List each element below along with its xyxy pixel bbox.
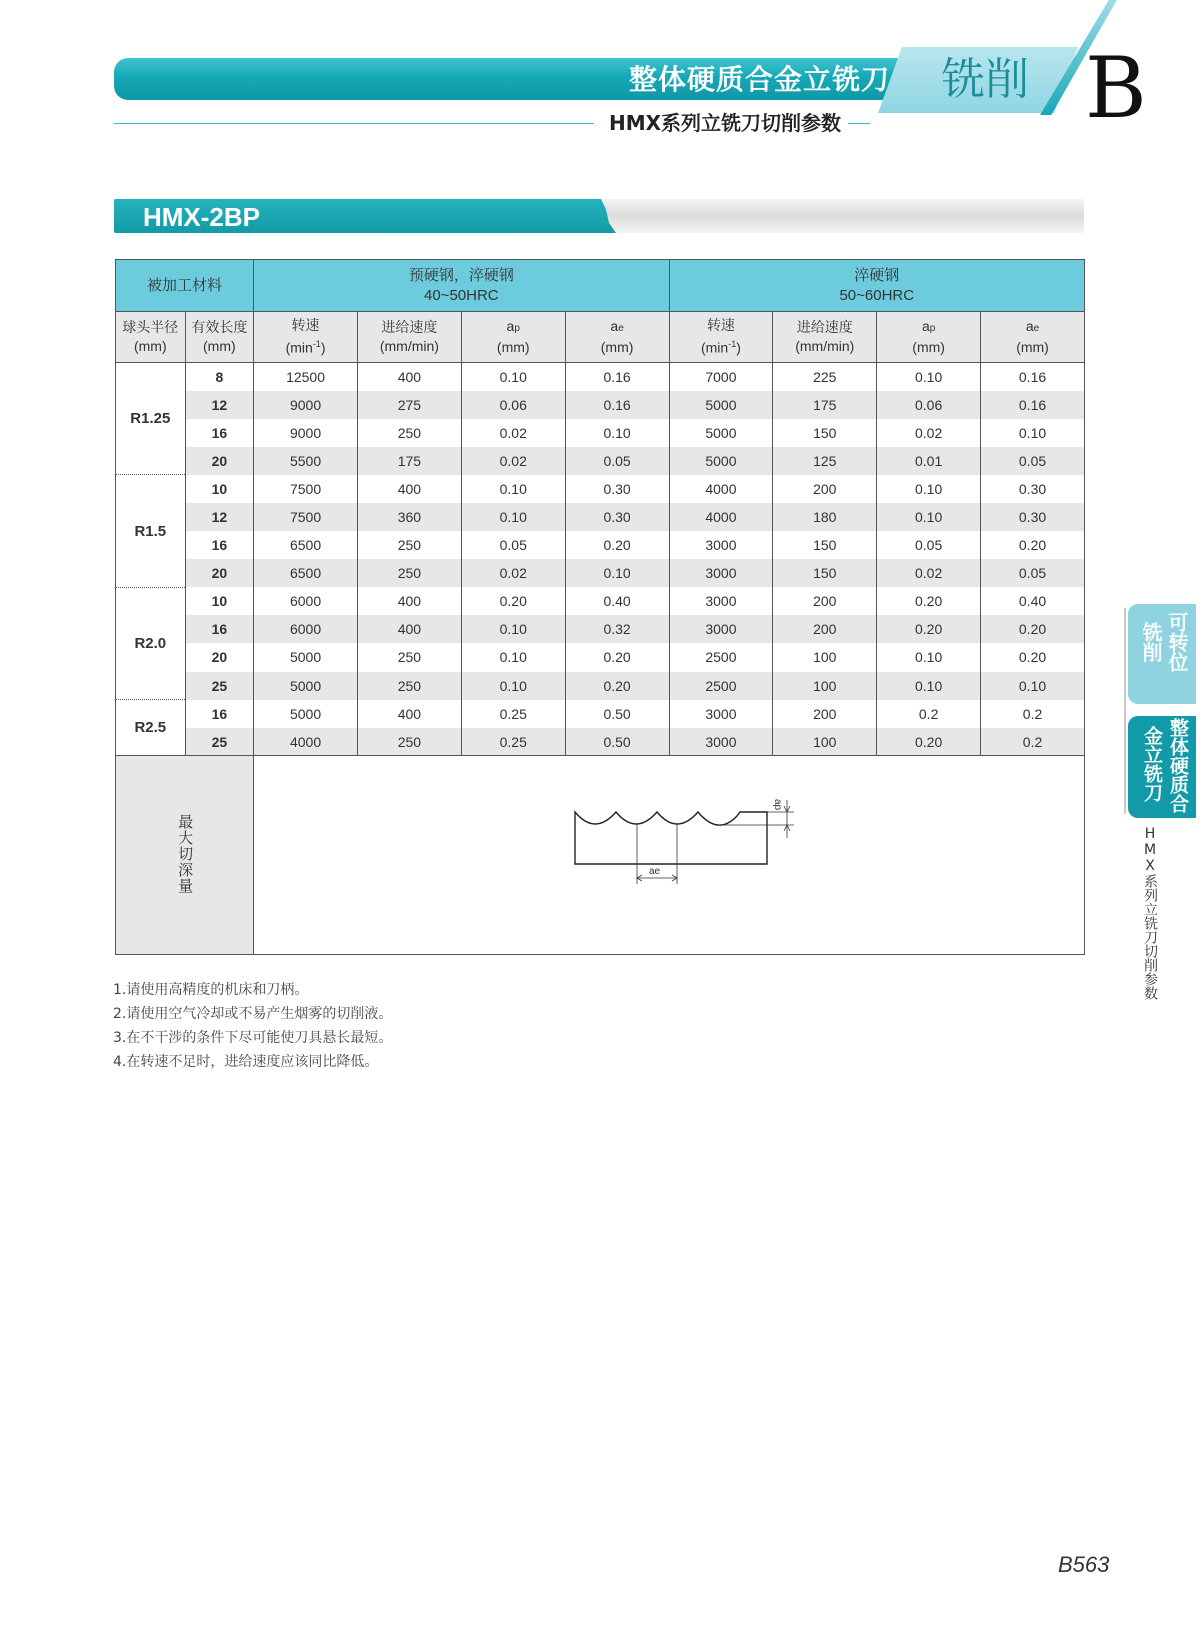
side-tab-label: 铣削	[1139, 622, 1163, 662]
group1-feed-cell: 400	[357, 700, 461, 728]
group2-feed-cell: 150	[773, 559, 877, 587]
length-cell: 16	[185, 615, 254, 643]
table-row	[116, 391, 1085, 419]
note-item: 1.请使用高精度的机床和刀柄。	[113, 982, 309, 998]
page-number: B563	[1058, 1552, 1110, 1577]
table-row	[116, 643, 1085, 671]
group-header-2	[669, 260, 1084, 312]
group2-feed-cell: 150	[773, 531, 877, 559]
group2-speed-cell: 3000	[669, 700, 773, 728]
side-tab-rail	[1124, 608, 1126, 814]
group1-speed-cell: 6500	[254, 531, 358, 559]
group2-ae-cell: 0.20	[981, 615, 1085, 643]
col-radius-unit: (mm)	[133, 338, 167, 354]
group1-ae-cell: 0.32	[565, 615, 669, 643]
col-ae-unit: (mm)	[1016, 339, 1049, 355]
table-row	[116, 728, 1085, 756]
usage-notes	[113, 978, 392, 1074]
group2-ap-cell: 0.06	[877, 391, 981, 419]
col-speed-label: 转速	[291, 317, 320, 334]
radius-cell: R1.25	[116, 363, 186, 475]
group1-ae-cell: 0.20	[565, 531, 669, 559]
group2-feed-cell: 225	[773, 363, 877, 391]
group-2-name: 淬硬钢	[854, 266, 900, 284]
col-feed	[773, 312, 877, 363]
group2-ap-cell: 0.01	[877, 447, 981, 475]
group2-speed-cell: 3000	[669, 559, 773, 587]
col-feed-label: 进给速度	[381, 319, 438, 335]
col-length-unit: (mm)	[203, 338, 236, 354]
length-cell: 16	[185, 700, 254, 728]
group2-ae-cell: 0.10	[981, 419, 1085, 447]
group1-ap-cell: 0.06	[461, 391, 565, 419]
col-length-label: 有效长度	[191, 319, 248, 335]
group-header-row	[116, 260, 1085, 312]
group2-speed-cell: 4000	[669, 503, 773, 531]
group1-ap-cell: 0.10	[461, 475, 565, 503]
group2-feed-cell: 200	[773, 700, 877, 728]
table-row	[116, 531, 1085, 559]
col-speed	[669, 312, 773, 363]
group1-ae-cell: 0.40	[565, 587, 669, 615]
table-row	[116, 419, 1085, 447]
radius-cell: R2.0	[116, 587, 186, 699]
group1-ap-cell: 0.10	[461, 503, 565, 531]
group2-ae-cell: 0.05	[981, 447, 1085, 475]
table-row	[116, 587, 1085, 615]
group1-feed-cell: 400	[357, 363, 461, 391]
length-cell: 25	[185, 728, 254, 756]
group1-speed-cell: 6000	[254, 615, 358, 643]
length-cell: 12	[185, 391, 254, 419]
cut-depth-diagram	[254, 756, 1084, 954]
section-tab-label: 铣削	[941, 54, 1029, 105]
group2-feed-cell: 100	[773, 728, 877, 756]
side-section-caption: HMX系列立铣刀切削参数	[1142, 826, 1158, 1000]
group2-speed-cell: 2500	[669, 643, 773, 671]
group2-speed-cell: 3000	[669, 615, 773, 643]
group1-speed-cell: 6000	[254, 587, 358, 615]
group2-feed-cell: 200	[773, 587, 877, 615]
group1-feed-cell: 275	[357, 391, 461, 419]
group2-speed-cell: 5000	[669, 419, 773, 447]
col-speed-unit: $(\min^{-1})$	[285, 339, 326, 356]
group1-ae-cell: 0.10	[565, 419, 669, 447]
table-row	[116, 559, 1085, 587]
table-body	[116, 363, 1085, 756]
length-cell: 16	[185, 419, 254, 447]
col-ae	[565, 312, 669, 363]
group2-ae-cell: 0.20	[981, 531, 1085, 559]
side-tab-label: 金立铣刀	[1141, 726, 1163, 802]
table-row	[116, 475, 1085, 503]
group1-feed-cell: 250	[357, 643, 461, 671]
col-ap-unit: (mm)	[912, 339, 945, 355]
group2-feed-cell: 200	[773, 615, 877, 643]
col-speed	[254, 312, 358, 363]
side-tab-solid-carbide-endmill[interactable]	[1128, 716, 1196, 818]
group1-speed-cell: 9000	[254, 391, 358, 419]
group2-speed-cell: 2500	[669, 672, 773, 700]
group1-ap-cell: 0.10	[461, 615, 565, 643]
col-speed-unit: $(\min^{-1})$	[700, 339, 741, 356]
col-radius-label: 球头半径	[122, 319, 179, 335]
col-radius	[116, 312, 186, 363]
svg-text:ap: ap	[772, 799, 784, 811]
table-row	[116, 700, 1085, 728]
table-row	[116, 615, 1085, 643]
header-title: 整体硬质合金立铣刀	[628, 63, 890, 96]
table-row	[116, 672, 1085, 700]
product-name: HMX-2BP	[143, 202, 261, 232]
group2-feed-cell: 175	[773, 391, 877, 419]
group1-ap-cell: 0.02	[461, 559, 565, 587]
group2-speed-cell: 7000	[669, 363, 773, 391]
group1-speed-cell: 4000	[254, 728, 358, 756]
col-ae-unit: (mm)	[600, 339, 634, 355]
diagram-row	[116, 756, 1085, 955]
note-item: 4.在转速不足时，进给速度应该同比降低。	[113, 1054, 379, 1070]
group1-ae-cell: 0.20	[565, 672, 669, 700]
length-cell: 10	[185, 475, 254, 503]
group2-ae-cell: 0.20	[981, 643, 1085, 671]
group2-ae-cell: 0.30	[981, 503, 1085, 531]
col-ae-label: ae	[610, 318, 624, 334]
group2-ap-cell: 0.10	[877, 363, 981, 391]
group1-feed-cell: 250	[357, 728, 461, 756]
group2-feed-cell: 200	[773, 475, 877, 503]
group1-ae-cell: 0.16	[565, 363, 669, 391]
group2-ae-cell: 0.30	[981, 475, 1085, 503]
group2-ap-cell: 0.05	[877, 531, 981, 559]
length-cell: 20	[185, 559, 254, 587]
group1-speed-cell: 5000	[254, 700, 358, 728]
group2-ae-cell: 0.2	[981, 728, 1085, 756]
group1-ae-cell: 0.05	[565, 447, 669, 475]
ball-nose-cut-profile-icon	[572, 796, 802, 906]
side-tab-label: 可转位	[1165, 612, 1189, 672]
group1-speed-cell: 5000	[254, 643, 358, 671]
group2-feed-cell: 150	[773, 419, 877, 447]
group2-ae-cell: 0.10	[981, 672, 1085, 700]
header-rule	[114, 123, 594, 124]
group2-speed-cell: 3000	[669, 728, 773, 756]
col-feed	[357, 312, 461, 363]
group1-ap-cell: 0.10	[461, 672, 565, 700]
group1-ap-cell: 0.25	[461, 728, 565, 756]
group1-feed-cell: 400	[357, 587, 461, 615]
group1-ae-cell: 0.30	[565, 503, 669, 531]
group2-ap-cell: 0.20	[877, 728, 981, 756]
group1-speed-cell: 9000	[254, 419, 358, 447]
group1-ap-cell: 0.02	[461, 419, 565, 447]
group1-ap-cell: 0.25	[461, 700, 565, 728]
diagram-label: 最大切深量	[176, 813, 194, 894]
length-cell: 12	[185, 503, 254, 531]
material-label: 被加工材料	[116, 260, 254, 312]
group2-ap-cell: 0.20	[877, 587, 981, 615]
group1-ap-cell: 0.02	[461, 447, 565, 475]
table-row	[116, 363, 1085, 391]
col-ap	[461, 312, 565, 363]
group1-ap-cell: 0.20	[461, 587, 565, 615]
cutting-parameters-table	[115, 259, 1085, 955]
length-cell: 16	[185, 531, 254, 559]
group2-speed-cell: 4000	[669, 475, 773, 503]
radius-cell: R1.5	[116, 475, 186, 587]
group2-feed-cell: 100	[773, 672, 877, 700]
col-feed-unit: (mm/min)	[795, 338, 855, 354]
group1-ap-cell: 0.10	[461, 363, 565, 391]
group2-ap-cell: 0.2	[877, 700, 981, 728]
group1-speed-cell: 6500	[254, 559, 358, 587]
group2-ap-cell: 0.02	[877, 419, 981, 447]
length-cell: 25	[185, 672, 254, 700]
group1-feed-cell: 400	[357, 615, 461, 643]
diagram-label-cell	[116, 756, 254, 955]
column-header-row	[116, 312, 1085, 363]
group1-speed-cell: 5000	[254, 672, 358, 700]
group2-ap-cell: 0.10	[877, 643, 981, 671]
col-length	[185, 312, 254, 363]
group2-speed-cell: 5000	[669, 391, 773, 419]
table-row	[116, 447, 1085, 475]
group1-feed-cell: 250	[357, 672, 461, 700]
table-row	[116, 503, 1085, 531]
col-speed-label: 转速	[706, 317, 735, 334]
note-item: 2.请使用空气冷却或不易产生烟雾的切削液。	[113, 1006, 393, 1022]
group2-ae-cell: 0.16	[981, 363, 1085, 391]
group1-ae-cell: 0.30	[565, 475, 669, 503]
col-ap-unit: (mm)	[496, 339, 530, 355]
length-cell: 20	[185, 447, 254, 475]
group-2-hardness: 50~60HRC	[839, 286, 915, 304]
group2-speed-cell: 5000	[669, 447, 773, 475]
group-header-1	[254, 260, 669, 312]
col-ae	[981, 312, 1085, 363]
group2-speed-cell: 3000	[669, 587, 773, 615]
col-ae-label: ae	[1025, 318, 1040, 334]
group2-feed-cell: 100	[773, 643, 877, 671]
group-1-hardness: 40~50HRC	[424, 286, 499, 304]
group1-feed-cell: 250	[357, 531, 461, 559]
group2-ap-cell: 0.20	[877, 615, 981, 643]
col-feed-unit: (mm/min)	[379, 338, 439, 354]
length-cell: 10	[185, 587, 254, 615]
group-1-name: 预硬钢，淬硬钢	[408, 266, 514, 284]
group1-ap-cell: 0.05	[461, 531, 565, 559]
chapter-letter: B	[1085, 39, 1147, 137]
group1-ae-cell: 0.16	[565, 391, 669, 419]
radius-cell: R2.5	[116, 700, 186, 756]
group2-ae-cell: 0.16	[981, 391, 1085, 419]
group2-ap-cell: 0.10	[877, 503, 981, 531]
group2-feed-cell: 180	[773, 503, 877, 531]
col-ap	[877, 312, 981, 363]
diagram-cell	[254, 756, 1085, 955]
header-subtitle: HMX系列立铣刀切削参数	[608, 111, 842, 135]
side-tab-indexable-milling[interactable]	[1128, 604, 1196, 704]
group1-ae-cell: 0.50	[565, 728, 669, 756]
group1-speed-cell: 7500	[254, 475, 358, 503]
col-ap-label: ap	[921, 318, 936, 334]
group1-ae-cell: 0.50	[565, 700, 669, 728]
note-item: 3.在不干涉的条件下尽可能使刀具悬长最短。	[113, 1030, 393, 1046]
group1-ae-cell: 0.10	[565, 559, 669, 587]
group1-feed-cell: 250	[357, 419, 461, 447]
group1-feed-cell: 175	[357, 447, 461, 475]
group1-feed-cell: 250	[357, 559, 461, 587]
length-cell: 20	[185, 643, 254, 671]
group1-feed-cell: 400	[357, 475, 461, 503]
length-cell: 8	[185, 363, 254, 391]
group2-ap-cell: 0.10	[877, 672, 981, 700]
group1-speed-cell: 7500	[254, 503, 358, 531]
group2-ae-cell: 0.05	[981, 559, 1085, 587]
group1-speed-cell: 12500	[254, 363, 358, 391]
group2-ae-cell: 0.40	[981, 587, 1085, 615]
col-feed-label: 进给速度	[796, 319, 853, 335]
group2-ap-cell: 0.10	[877, 475, 981, 503]
group1-feed-cell: 360	[357, 503, 461, 531]
side-tab-label: 整体硬质合	[1167, 718, 1189, 813]
group1-speed-cell: 5500	[254, 447, 358, 475]
group1-ae-cell: 0.20	[565, 643, 669, 671]
group2-feed-cell: 125	[773, 447, 877, 475]
col-ap-label: ap	[506, 318, 520, 334]
group2-ae-cell: 0.2	[981, 700, 1085, 728]
group1-ap-cell: 0.10	[461, 643, 565, 671]
group2-speed-cell: 3000	[669, 531, 773, 559]
svg-text:ae: ae	[649, 866, 661, 878]
group2-ap-cell: 0.02	[877, 559, 981, 587]
